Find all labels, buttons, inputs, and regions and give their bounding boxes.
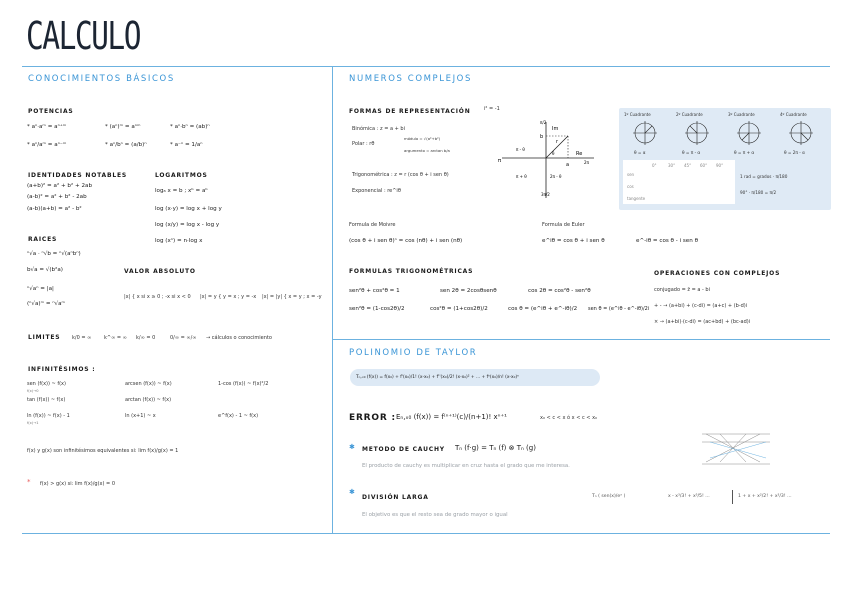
division-formula-2: x - x³/3! + x⁵/5! ...: [668, 494, 710, 499]
limit-note: → cálculos o conocimiento: [206, 335, 272, 341]
infinitesimal-1: sen (f(x)) ~ f(x): [27, 381, 66, 387]
fig-pi2: π/2: [540, 120, 547, 125]
operation-add: + - → (a+bi) + (c-di) = (a+c) + (b-d)i: [654, 303, 748, 309]
quadrant-angle-3: θ = π + α: [734, 150, 755, 155]
cauchy-description: El producto de cauchy es multiplicar en cruz hasta el grado que me interesa.: [362, 463, 570, 469]
cauchy-cross-diagram: [700, 428, 772, 468]
identity-1: (a+b)² = a² + b² + 2ab: [27, 183, 93, 189]
log-rule-1: logₐ x = b ; xᵇ = aᵇ: [155, 188, 208, 194]
division-bullet-icon: ✱: [349, 488, 355, 496]
root-rule-2: b√a = √(b²a): [27, 267, 63, 273]
fig-im: Im: [552, 126, 559, 132]
log-rule-2: log (x·y) = log x + log y: [155, 206, 222, 212]
form-polar: Polar : rθ: [352, 141, 375, 147]
infinitesimos-heading: INFINITÉSIMOS :: [28, 366, 96, 373]
abs-rule-2: |x| = y { y = x ; y = -x: [200, 294, 257, 300]
section-taylor: POLINOMIO DE TAYLOR: [349, 348, 478, 358]
identity-2: (a-b)² = a² + b² - 2ab: [27, 194, 87, 200]
tbl-col-60: 60°: [700, 163, 708, 168]
moivre-formula: (cos θ + i sen θ)ⁿ = cos (nθ) + i sen (nθ): [349, 238, 463, 244]
complex-plane-diagram: [496, 118, 600, 202]
limit-rule-2: k^∞ = ∞: [104, 335, 127, 341]
root-rule-4: (ⁿ√a)ᵐ = ⁿ√aᵐ: [27, 301, 66, 307]
quadrant-3: 3º Cuadrante: [728, 112, 755, 117]
tbl-col-90: 90°: [716, 163, 724, 168]
abs-rule-3: |x| = |y| { x = y ; x = -y: [262, 294, 322, 300]
moivre-heading: Formula de Moivre: [349, 222, 396, 228]
root-rule-3: ⁿ√aⁿ = |a|: [27, 286, 54, 292]
fig-theta: θ: [552, 151, 555, 156]
trig-formula-1: sen²θ + cos²θ = 1: [349, 288, 400, 294]
infinitesimal-2: tan (f(x)) ~ f(x): [27, 397, 66, 403]
limit-rule-1: k/0 = ∞: [72, 335, 92, 341]
error-formula: Eₙ,ₓ₀ (f(x)) = f⁽ⁿ⁺¹⁾(c)/(n+1)! xⁿ⁺¹: [396, 413, 507, 421]
fig-a: a: [566, 162, 570, 168]
star-mark: *: [27, 478, 31, 486]
pot-rule-3: * aⁿ·bⁿ = (ab)ⁿ: [170, 124, 210, 130]
section-basic: CONOCIMIENTOS BÁSICOS: [28, 74, 175, 84]
divider-taylor: [332, 339, 830, 340]
pot-rule-1: * aⁿ·aᵐ = aⁿ⁺ᵐ: [27, 124, 67, 130]
trig-formulas-heading: FORMULAS TRIGONOMÉTRICAS: [349, 268, 474, 275]
tbl-row-cos: cos: [627, 184, 634, 189]
error-label: ERROR :: [349, 413, 396, 423]
identity-3: (a-b)(a+b) = a² - b²: [27, 206, 82, 212]
raices-heading: RAICES: [28, 236, 58, 243]
pot-rule-5: * aⁿ/bⁿ = (a/b)ⁿ: [105, 142, 147, 148]
tbl-row-sen: sen: [627, 172, 635, 177]
polar-argumento: argumento = arctan b/a: [404, 148, 450, 153]
quadrant-angle-1: θ = α: [634, 150, 646, 155]
quadrant-1: 1º Cuadrante: [624, 112, 651, 117]
fig-2pi: 2π: [584, 160, 589, 165]
fig-3pi2: 3π/2: [541, 192, 550, 197]
form-binomica: Binómica : z = a + bi: [352, 126, 405, 132]
euler-heading: Formula de Euler: [542, 222, 585, 228]
i-squared: i² = -1: [484, 106, 500, 112]
operaciones-heading: OPERACIONES CON COMPLEJOS: [654, 270, 781, 277]
order-rule: f(x) > g(x) si: lim f(x)/g(x) = 0: [40, 481, 116, 487]
quadrant-circles: [619, 118, 831, 148]
log-rule-4: log (xⁿ) = n·log x: [155, 238, 203, 244]
infinitesimal-6: ln (x+1) ~ x: [125, 413, 156, 419]
limit-rule-4: 0/∞ = ∞/∞: [170, 335, 197, 341]
infinitesimal-8: e^f(x) - 1 ~ f(x): [218, 413, 259, 419]
form-trigonometrica: Trigonométrica : z = r (cos θ + i sen θ): [352, 172, 449, 178]
trig-formula-4: sen²θ = (1-cos2θ)/2: [349, 306, 405, 312]
quadrant-angle-4: θ = 2π - α: [784, 150, 805, 155]
fig-pi-plus: π + θ: [516, 174, 527, 179]
tbl-row-tan: tangente: [627, 196, 646, 201]
trig-formula-2: sen 2θ = 2cosθsenθ: [440, 288, 497, 294]
division-formula-1: Tₙ ( sen(x)/eˣ ): [592, 494, 626, 499]
degree-example: 90° · π/180 = π/2: [740, 190, 777, 195]
division-formula-3: 1 + x + x²/2! + x³/3! ...: [738, 494, 792, 499]
division-heading: DIVISIÓN LARGA: [362, 494, 429, 501]
potencias-heading: POTENCIAS: [28, 108, 74, 115]
section-complex: NUMEROS COMPLEJOS: [349, 74, 472, 84]
tbl-col-45: 45°: [684, 163, 692, 168]
limites-heading: LIMITES: [28, 334, 61, 341]
log-rule-3: log (x/y) = log x - log y: [155, 222, 220, 228]
divider-vertical: [332, 66, 333, 534]
division-description: El objetivo es que el resto sea de grado mayor o igual: [362, 512, 508, 518]
operation-multiply: × → (a+bi)·(c-di) = (ac+bd) + (bc-ad)i: [654, 319, 751, 325]
operation-conjugate: conjugado = z̄ = a - bi: [654, 287, 710, 293]
euler-formula-1: e^iθ = cos θ + i sen θ: [542, 238, 605, 244]
trig-formula-5: cos²θ = (1+cos2θ)/2: [430, 306, 488, 312]
infinitesimal-sub-1: f(x)→0: [27, 389, 39, 393]
pot-rule-2: * (aⁿ)ᵐ = aⁿᵐ: [105, 124, 141, 130]
infinitesimal-sub-3: f(x)→1: [27, 421, 39, 425]
radian-conversion: 1 rad = grados · π/180: [740, 174, 788, 179]
infinitesimal-4: arcsen (f(x)) ~ f(x): [125, 381, 172, 387]
tbl-col-0: 0°: [652, 163, 657, 168]
form-exponencial: Exponencial : re^iθ: [352, 188, 401, 194]
logaritmos-heading: LOGARITMOS: [155, 172, 208, 179]
polar-modulo: módulo = √(a²+b²): [404, 136, 441, 141]
fig-pi: π: [498, 158, 502, 164]
formas-heading: FORMAS DE REPRESENTACIÓN: [349, 108, 471, 115]
abs-rule-1: |x| { x si x ≥ 0 ; -x si x < 0: [124, 294, 191, 300]
quadrant-angle-2: θ = π - α: [682, 150, 701, 155]
quadrant-2: 2º Cuadrante: [676, 112, 703, 117]
tbl-col-30: 30°: [668, 163, 676, 168]
division-bar: [732, 490, 733, 504]
fig-2pi-minus: 2π - θ: [550, 174, 562, 179]
root-rule-1: ⁿ√a · ⁿ√b = ⁿ√(aⁿbⁿ): [27, 251, 81, 257]
cauchy-bullet-icon: ✱: [349, 443, 355, 451]
fig-r: r: [556, 139, 559, 145]
quadrant-4: 4º Cuadrante: [780, 112, 807, 117]
error-condition: x₀ < c < x ó x < c < x₀: [540, 415, 598, 421]
fig-b: b: [540, 134, 544, 140]
trig-formula-6: cos θ = (e^iθ + e^-iθ)/2: [508, 306, 578, 312]
pot-rule-4: * aⁿ/aᵐ = aⁿ⁻ᵐ: [27, 142, 67, 148]
fig-pi-minus: π - θ: [516, 147, 525, 152]
cauchy-heading: METODO DE CAUCHY: [362, 446, 445, 453]
divider-bottom: [22, 533, 830, 534]
valor-absoluto-heading: VALOR ABSOLUTO: [124, 268, 196, 275]
infinitesimal-7: 1-cos (f(x)) ~ f(x)²/2: [218, 381, 269, 387]
identidades-heading: IDENTIDADES NOTABLES: [28, 172, 127, 179]
limit-rule-3: k/∞ = 0: [136, 335, 156, 341]
equivalence-rule: f(x) y g(x) son infinitésimos equivalentes si: lim f(x)/g(x) = 1: [27, 448, 179, 454]
page-title: CALCULO: [26, 14, 141, 58]
infinitesimal-5: arctan (f(x)) ~ f(x): [125, 397, 172, 403]
fig-re: Re: [576, 151, 583, 157]
cauchy-formula: Tₙ (f·g) = Tₙ (f) ⊗ Tₙ (g): [455, 444, 536, 452]
pot-rule-6: * a⁻ⁿ = 1/aⁿ: [170, 142, 203, 148]
trig-formula-7: sen θ = (e^iθ - e^-iθ)/2i: [588, 306, 650, 312]
trig-formula-3: cos 2θ = cos²θ - sen²θ: [528, 288, 591, 294]
divider-top: [22, 66, 830, 67]
infinitesimal-3: ln (f(x)) ~ f(x) - 1: [27, 413, 70, 419]
euler-formula-2: e^-iθ = cos θ - i sen θ: [636, 238, 698, 244]
taylor-formula: Tₙ,ₓ₀ (f(x)) = f(x₀) + f'(x₀)/1! (x-x₀) + f''(x₀)/2! (x-x₀)² + ... + fⁿ(x₀)/n! (x-x₀)ⁿ: [356, 375, 519, 380]
